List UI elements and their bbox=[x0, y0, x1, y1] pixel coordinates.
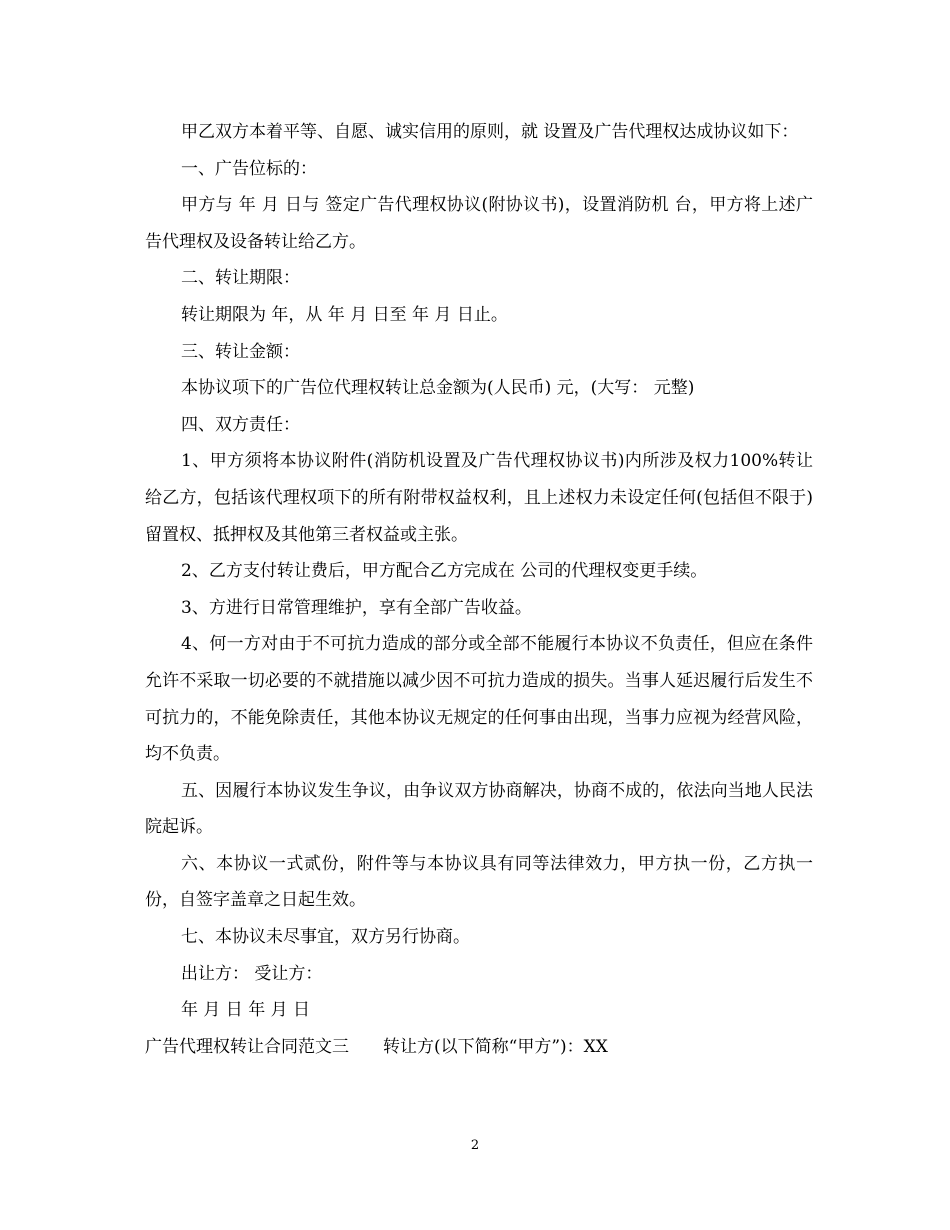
heading-ad-position: 一、广告位标的： bbox=[181, 158, 317, 179]
closing-line: 广告代理权转让合同范文三 转让方(以下简称“甲方”)：XX bbox=[145, 1036, 608, 1057]
paragraph-ad-position: 甲方与 年 月 日与 签定广告代理权协议(附协议书)，设置消防机 台，甲方将上述广告代理权及设备转让给乙方。 bbox=[145, 195, 813, 252]
signature-dates: 年 月 日 年 月 日 bbox=[181, 1000, 311, 1021]
page-number: 2 bbox=[470, 1138, 480, 1153]
clause-4: 4、何一方对由于不可抗力造成的部分或全部不能履行本协议不负责任，但应在条件允许不采取一切必要的不就措施以减少因不可抗力造成的损失。当事人延迟履行后发生不可抗力的，不能免除责任，其他本协议无规定的任何事由出现，当事力应视为经营风险，均不负责。 bbox=[145, 634, 813, 765]
paragraph-transfer-amount: 本协议项下的广告位代理权转让总金额为(人民币) 元，(大写： 元整) bbox=[181, 378, 695, 399]
heading-transfer-term: 二、转让期限： bbox=[181, 268, 300, 289]
paragraph-transfer-term: 转让期限为 年，从 年 月 日至 年 月 日止。 bbox=[181, 304, 508, 325]
clause-1: 1、甲方须将本协议附件(消防机设置及广告代理权协议书)内所涉及权力100%转让给乙方，包括该代理权项下的所有附带权益权利，且上述权力未设定任何(包括但不限于)留置权、抵押权及其他第三者权益或主张。 bbox=[145, 451, 813, 545]
clause-3: 3、方进行日常管理维护，享有全部广告收益。 bbox=[181, 597, 532, 618]
paragraph-intro: 甲乙双方本着平等、自愿、诚实信用的原则，就 设置及广告代理权达成协议如下： bbox=[181, 122, 799, 142]
heading-transfer-amount: 三、转让金额： bbox=[181, 341, 300, 362]
clause-2: 2、乙方支付转让费后，甲方配合乙方完成在 公司的代理权变更手续。 bbox=[181, 561, 708, 582]
heading-responsibilities: 四、双方责任： bbox=[181, 414, 300, 435]
clause-other-matters: 七、本协议未尽事宜，双方另行协商。 bbox=[181, 927, 470, 948]
clause-copies: 六、本协议一式贰份，附件等与本协议具有同等法律效力，甲方执一份，乙方执一份，自签字盖章之日起生效。 bbox=[145, 853, 813, 911]
document-body bbox=[145, 114, 813, 1065]
clause-disputes: 五、因履行本协议发生争议，由争议双方协商解决，协商不成的，依法向当地人民法院起诉。 bbox=[145, 780, 813, 838]
signature-parties: 出让方： 受让方： bbox=[181, 963, 323, 984]
